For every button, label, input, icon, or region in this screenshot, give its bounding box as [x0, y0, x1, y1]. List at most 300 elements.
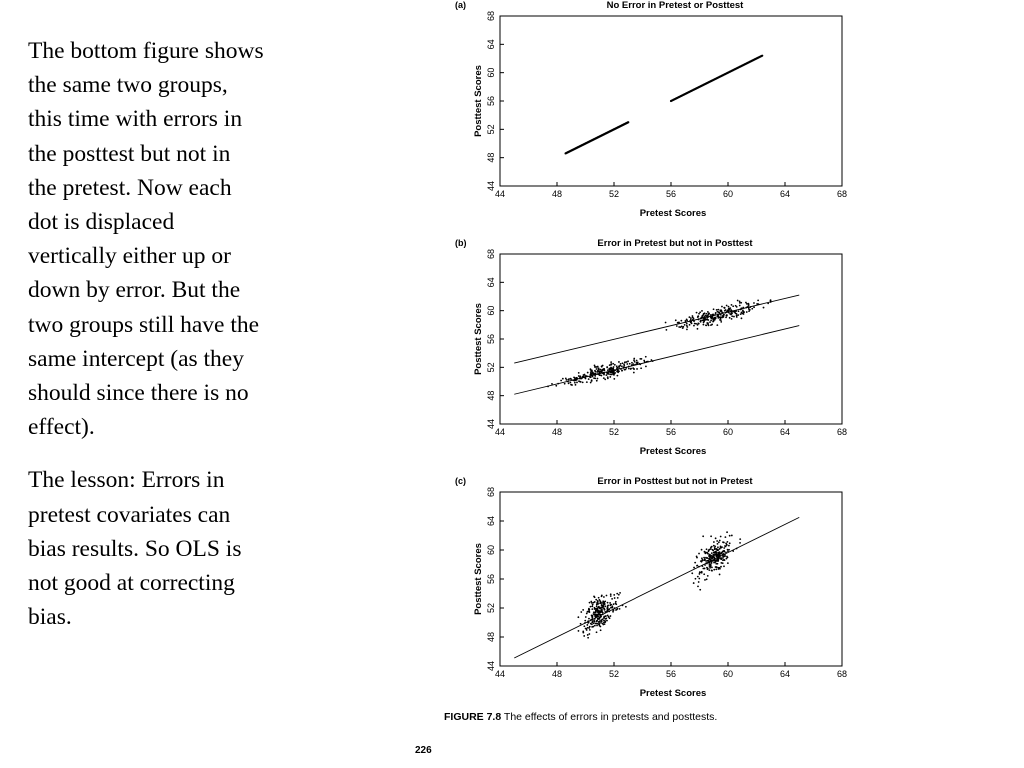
- data-point: [577, 616, 579, 618]
- data-point: [719, 555, 721, 557]
- data-point: [612, 370, 614, 372]
- data-point: [714, 561, 716, 563]
- data-point: [611, 606, 613, 608]
- data-point: [715, 312, 717, 314]
- data-point: [631, 362, 633, 364]
- data-point: [727, 549, 729, 551]
- data-point: [736, 548, 738, 550]
- data-point: [731, 315, 733, 317]
- data-point: [691, 572, 693, 574]
- data-point: [626, 361, 628, 363]
- figure-caption: [444, 711, 717, 723]
- data-point: [706, 557, 708, 559]
- data-point: [704, 568, 706, 570]
- data-point: [603, 377, 605, 379]
- data-point: [616, 375, 618, 377]
- data-point: [686, 323, 688, 325]
- data-point: [735, 310, 737, 312]
- data-point: [594, 366, 596, 368]
- data-point: [551, 383, 553, 385]
- data-point: [633, 358, 635, 360]
- data-point: [707, 568, 709, 570]
- data-point: [712, 557, 714, 559]
- data-point: [636, 368, 638, 370]
- data-point: [613, 594, 615, 596]
- data-point: [568, 378, 570, 380]
- data-point: [598, 623, 600, 625]
- y-tick-label: 64: [486, 515, 496, 527]
- data-point: [731, 318, 733, 320]
- data-point: [619, 608, 621, 610]
- data-point: [590, 373, 592, 375]
- data-point: [589, 629, 591, 631]
- data-point: [763, 307, 765, 309]
- data-point: [714, 314, 716, 316]
- data-point: [731, 313, 733, 315]
- data-point: [604, 623, 606, 625]
- y-tick-label: 52: [486, 362, 496, 373]
- chart-panel-3: [455, 476, 847, 699]
- data-point: [599, 614, 601, 616]
- data-point: [592, 604, 594, 606]
- data-point: [606, 595, 608, 597]
- chart-panel-2: [455, 238, 847, 457]
- data-point: [739, 542, 741, 544]
- data-point: [601, 611, 603, 613]
- data-point: [594, 365, 596, 367]
- data-point: [610, 361, 612, 363]
- data-point: [586, 381, 588, 383]
- data-point: [698, 318, 700, 320]
- data-point: [574, 382, 576, 384]
- y-tick-label: 60: [486, 305, 496, 316]
- data-point: [587, 372, 589, 374]
- data-point: [725, 552, 727, 554]
- data-point: [697, 585, 699, 587]
- data-point: [727, 550, 729, 552]
- data-point: [574, 377, 576, 379]
- data-point: [616, 608, 618, 610]
- data-point: [644, 361, 646, 363]
- data-point: [598, 617, 600, 619]
- data-point: [698, 566, 700, 568]
- data-point: [578, 630, 580, 632]
- data-point: [698, 578, 700, 580]
- data-point: [601, 595, 603, 597]
- data-point: [722, 557, 724, 559]
- data-point: [749, 306, 751, 308]
- data-point: [598, 597, 600, 599]
- data-point: [621, 365, 623, 367]
- data-point: [585, 628, 587, 630]
- data-point: [599, 608, 601, 610]
- data-point: [604, 378, 606, 380]
- data-point: [724, 307, 726, 309]
- data-point: [701, 316, 703, 318]
- data-point: [619, 365, 621, 367]
- data-point: [555, 385, 557, 387]
- data-point: [565, 377, 567, 379]
- data-point: [723, 542, 725, 544]
- data-point: [598, 599, 600, 601]
- chart-title: Error in Pretest but not in Posttest: [597, 238, 753, 249]
- data-point: [716, 556, 718, 558]
- data-point: [698, 313, 700, 315]
- data-point: [625, 367, 627, 369]
- data-point: [580, 611, 582, 613]
- data-point: [716, 324, 718, 326]
- data-point: [732, 305, 734, 307]
- x-axis-label: Pretest Scores: [639, 208, 707, 219]
- data-point: [753, 302, 755, 304]
- y-axis-label: Posttest Scores: [473, 65, 484, 137]
- data-point: [615, 609, 617, 611]
- data-point: [702, 565, 704, 567]
- y-tick-label: 60: [486, 544, 496, 556]
- x-tick-label: 60: [722, 669, 734, 679]
- data-point: [708, 555, 710, 557]
- data-point: [590, 601, 592, 603]
- data-point: [700, 321, 702, 323]
- data-point: [594, 625, 596, 627]
- data-point: [600, 622, 602, 624]
- data-point: [720, 310, 722, 312]
- data-point: [636, 360, 638, 362]
- data-point: [723, 314, 725, 316]
- data-point: [588, 627, 590, 629]
- y-tick-label: 68: [486, 10, 496, 22]
- data-point: [740, 313, 742, 315]
- data-point: [607, 607, 609, 609]
- data-point: [686, 319, 688, 321]
- data-point: [719, 574, 721, 576]
- data-point: [596, 614, 598, 616]
- data-point: [736, 315, 738, 317]
- data-point: [713, 320, 715, 322]
- data-point: [757, 299, 759, 301]
- panel-label: (c): [455, 476, 466, 486]
- data-point: [594, 608, 596, 610]
- chart-panel-1: [455, 0, 847, 219]
- data-point: [710, 554, 712, 556]
- data-point: [576, 382, 578, 384]
- data-point: [716, 309, 718, 311]
- data-point: [612, 611, 614, 613]
- data-point: [637, 361, 639, 363]
- y-tick-label: 44: [486, 660, 496, 672]
- data-point: [717, 543, 719, 545]
- data-point: [726, 556, 728, 558]
- data-point: [699, 311, 701, 313]
- x-tick-label: 68: [836, 669, 848, 679]
- data-point: [599, 371, 601, 373]
- data-point: [650, 359, 652, 361]
- data-point: [725, 316, 727, 318]
- data-point: [601, 372, 603, 374]
- data-point: [602, 614, 604, 616]
- data-point: [722, 316, 724, 318]
- data-point: [688, 316, 690, 318]
- data-point: [587, 611, 589, 613]
- data-point: [706, 319, 708, 321]
- data-point: [596, 620, 598, 622]
- data-point: [717, 314, 719, 316]
- data-point: [716, 552, 718, 554]
- data-point: [731, 304, 733, 306]
- data-point: [713, 569, 715, 571]
- data-point: [739, 305, 741, 307]
- data-point: [588, 633, 590, 635]
- data-point: [618, 367, 620, 369]
- data-point: [585, 378, 587, 380]
- data-point: [609, 608, 611, 610]
- data-point: [608, 611, 610, 613]
- data-point: [592, 618, 594, 620]
- data-point: [709, 567, 711, 569]
- data-point: [714, 317, 716, 319]
- data-point: [728, 312, 730, 314]
- regression-line: [514, 517, 799, 658]
- data-point: [712, 554, 714, 556]
- data-point: [704, 318, 706, 320]
- data-point: [560, 380, 562, 382]
- data-point: [604, 621, 606, 623]
- data-point: [612, 363, 614, 365]
- data-point: [599, 369, 601, 371]
- data-point: [695, 578, 697, 580]
- y-axis-label: Posttest Scores: [473, 543, 484, 615]
- chart-title: No Error in Pretest or Posttest: [606, 0, 744, 11]
- data-point: [702, 315, 704, 317]
- data-point: [633, 372, 635, 374]
- data-point: [606, 366, 608, 368]
- data-point: [710, 315, 712, 317]
- data-point: [749, 309, 751, 311]
- regression-line: [514, 295, 799, 363]
- data-point: [741, 317, 743, 319]
- data-point: [746, 303, 748, 305]
- data-point: [731, 310, 733, 312]
- data-point: [735, 312, 737, 314]
- data-point: [696, 565, 698, 567]
- x-tick-label: 64: [779, 189, 791, 199]
- data-point: [570, 378, 572, 380]
- data-point: [584, 375, 586, 377]
- data-point: [702, 535, 704, 537]
- data-point: [680, 320, 682, 322]
- data-point: [594, 370, 596, 372]
- data-point: [710, 565, 712, 567]
- data-point: [724, 310, 726, 312]
- page-number: 226: [415, 745, 432, 756]
- plot-frame: [500, 254, 842, 424]
- data-point: [587, 634, 589, 636]
- data-point: [591, 621, 593, 623]
- data-point: [719, 319, 721, 321]
- data-point: [601, 604, 603, 606]
- data-point: [621, 370, 623, 372]
- data-point: [617, 369, 619, 371]
- data-point: [616, 593, 618, 595]
- data-point: [717, 309, 719, 311]
- data-point: [711, 552, 713, 554]
- data-point: [694, 323, 696, 325]
- data-point: [686, 326, 688, 328]
- data-point: [732, 550, 734, 552]
- data-point: [724, 554, 726, 556]
- data-point: [697, 324, 699, 326]
- data-point: [710, 314, 712, 316]
- x-axis-label: Pretest Scores: [639, 446, 707, 457]
- data-point: [684, 324, 686, 326]
- chart-title: Error in Posttest but not in Pretest: [597, 476, 753, 487]
- data-point: [694, 562, 696, 564]
- data-point: [609, 602, 611, 604]
- data-points: [577, 531, 741, 638]
- data-point: [693, 320, 695, 322]
- data-point: [706, 563, 708, 565]
- data-point: [577, 378, 579, 380]
- data-point: [710, 546, 712, 548]
- x-tick-label: 52: [608, 669, 620, 679]
- data-point: [614, 364, 616, 366]
- data-point: [610, 595, 612, 597]
- data-point: [609, 364, 611, 366]
- data-point: [626, 363, 628, 365]
- x-tick-label: 44: [494, 427, 506, 437]
- data-point: [761, 55, 763, 57]
- data-point: [590, 606, 592, 608]
- x-tick-label: 44: [494, 189, 506, 199]
- data-point: [709, 321, 711, 323]
- data-point: [751, 308, 753, 310]
- data-point: [613, 603, 615, 605]
- data-point: [714, 551, 716, 553]
- data-point: [611, 374, 613, 376]
- data-point: [591, 379, 593, 381]
- data-point: [697, 315, 699, 317]
- data-point: [614, 607, 616, 609]
- data-point: [601, 620, 603, 622]
- data-point: [603, 620, 605, 622]
- data-point: [731, 535, 733, 537]
- data-point: [728, 306, 730, 308]
- data-point: [571, 384, 573, 386]
- data-point: [629, 363, 631, 365]
- data-point: [690, 317, 692, 319]
- data-point: [690, 319, 692, 321]
- data-point: [704, 559, 706, 561]
- data-point: [641, 358, 643, 360]
- data-point: [589, 602, 591, 604]
- data-point: [680, 326, 682, 328]
- data-point: [601, 609, 603, 611]
- y-tick-label: 44: [486, 180, 496, 192]
- data-point: [588, 618, 590, 620]
- x-tick-label: 56: [665, 427, 677, 437]
- data-point: [612, 609, 614, 611]
- data-point: [596, 605, 598, 607]
- data-point: [726, 305, 728, 307]
- data-point: [586, 613, 588, 615]
- data-point: [740, 307, 742, 309]
- data-point: [608, 373, 610, 375]
- data-point: [724, 536, 726, 538]
- data-point: [722, 554, 724, 556]
- data-point: [593, 373, 595, 375]
- data-point: [699, 589, 701, 591]
- y-tick-label: 52: [486, 602, 496, 614]
- y-tick-label: 48: [486, 152, 496, 163]
- data-point: [726, 531, 728, 533]
- data-point: [607, 602, 609, 604]
- data-point: [710, 548, 712, 550]
- data-point: [738, 310, 740, 312]
- x-tick-label: 60: [722, 189, 734, 199]
- data-point: [597, 373, 599, 375]
- data-point: [718, 541, 720, 543]
- data-point: [592, 376, 594, 378]
- data-point: [596, 380, 598, 382]
- data-point: [603, 372, 605, 374]
- y-tick-label: 60: [486, 67, 496, 78]
- y-tick-label: 48: [486, 390, 496, 401]
- data-point: [585, 616, 587, 618]
- x-tick-label: 44: [494, 669, 506, 679]
- data-point: [587, 637, 589, 639]
- data-point: [595, 373, 597, 375]
- data-point: [609, 604, 611, 606]
- x-axis-label: Pretest Scores: [639, 688, 707, 699]
- data-point: [716, 548, 718, 550]
- data-point: [710, 535, 712, 537]
- data-point: [589, 376, 591, 378]
- data-point: [719, 313, 721, 315]
- data-point: [693, 325, 695, 327]
- data-point: [579, 381, 581, 383]
- data-point: [725, 542, 727, 544]
- data-point: [617, 597, 619, 599]
- data-point: [590, 623, 592, 625]
- paragraph-1: The bottom figure shows the same two groups, this time with errors in the posttest but not in the pretest. Now each dot is displaced vertically either up or down by error. But the two groups still have the same intercept (as they should since there is no effect).: [28, 38, 264, 441]
- y-axis-label: Posttest Scores: [473, 303, 484, 375]
- x-tick-label: 48: [551, 189, 563, 199]
- data-point: [623, 365, 625, 367]
- data-point: [706, 567, 708, 569]
- data-point: [690, 321, 692, 323]
- data-point: [620, 368, 622, 370]
- paragraph-2: The lesson: Errors in pretest covariates can bias results. So OLS is not good at correcting bias.: [28, 467, 242, 631]
- data-point: [711, 317, 713, 319]
- data-point: [697, 328, 699, 330]
- data-point: [582, 609, 584, 611]
- data-point: [588, 611, 590, 613]
- data-point: [723, 565, 725, 567]
- data-point: [746, 306, 748, 308]
- data-point: [609, 617, 611, 619]
- data-point: [677, 322, 679, 324]
- data-point: [618, 361, 620, 363]
- y-tick-label: 56: [486, 95, 496, 107]
- data-point: [594, 375, 596, 377]
- y-tick-label: 44: [486, 418, 496, 430]
- data-point: [634, 364, 636, 366]
- data-point: [698, 581, 700, 583]
- data-point: [705, 324, 707, 326]
- data-point: [606, 620, 608, 622]
- data-point: [604, 603, 606, 605]
- data-point: [606, 610, 608, 612]
